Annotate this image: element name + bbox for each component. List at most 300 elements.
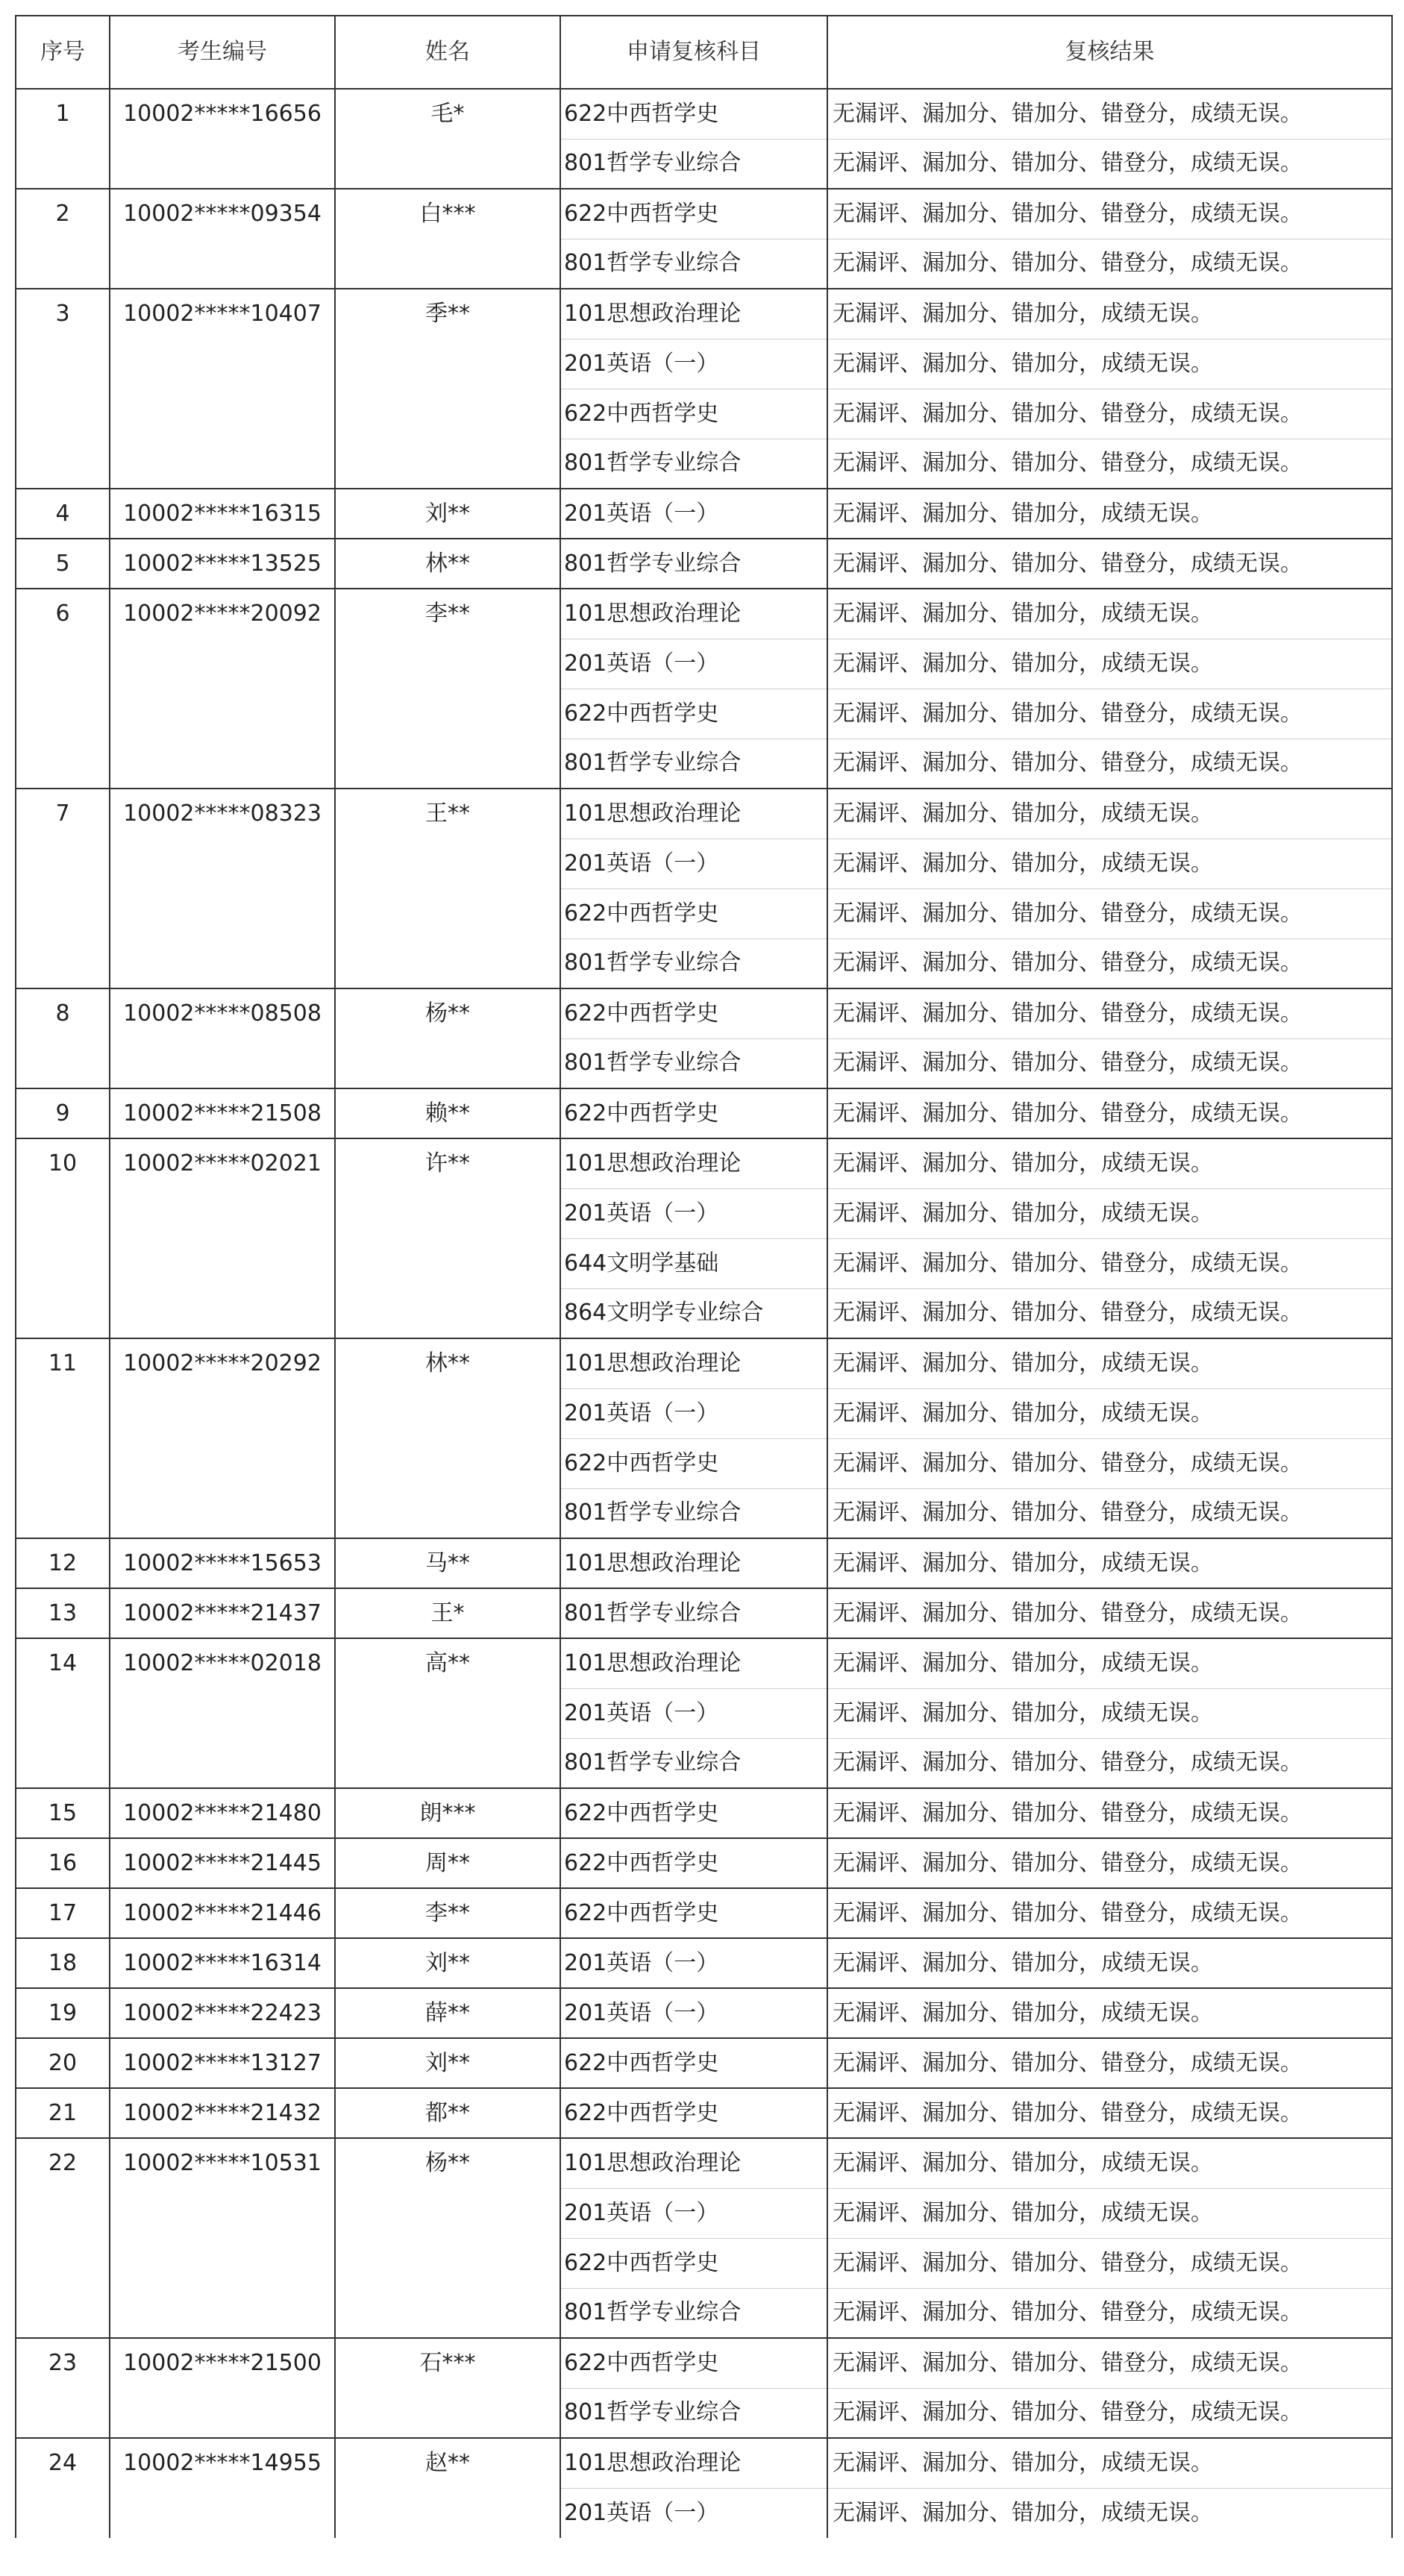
- review-result-cell: 无漏评、漏加分、错加分、错登分，成绩无误。: [827, 139, 1392, 189]
- table-row: [16, 139, 1392, 189]
- table-row: [16, 1838, 1392, 1888]
- review-subject-cell: 201英语（一）: [560, 339, 827, 389]
- review-subject-cell: 801哲学专业综合: [560, 1038, 827, 1088]
- serial-number-cell: 18: [16, 1938, 110, 1988]
- table-row: [16, 2388, 1392, 2438]
- serial-number-cell-empty: [16, 139, 110, 189]
- review-result-cell: 无漏评、漏加分、错加分、错登分，成绩无误。: [827, 1838, 1392, 1888]
- review-result-cell: 无漏评、漏加分、错加分、错登分，成绩无误。: [827, 739, 1392, 789]
- candidate-id-cell: 10002*****10531: [110, 2138, 335, 2188]
- table-row: [16, 789, 1392, 839]
- table-row: [16, 1788, 1392, 1838]
- review-result-cell: 无漏评、漏加分、错加分、错登分，成绩无误。: [827, 889, 1392, 938]
- review-result-cell: 无漏评、漏加分、错加分、错登分，成绩无误。: [827, 2038, 1392, 2088]
- serial-number-cell: 2: [16, 189, 110, 239]
- candidate-name-cell-empty: [335, 2238, 560, 2288]
- serial-number-cell: 6: [16, 589, 110, 639]
- table-row: [16, 1988, 1392, 2038]
- candidate-name-cell: 毛*: [335, 89, 560, 139]
- review-subject-cell: 201英语（一）: [560, 1688, 827, 1738]
- serial-number-cell: 17: [16, 1888, 110, 1938]
- review-subject-cell: 801哲学专业综合: [560, 239, 827, 289]
- table-row: [16, 1888, 1392, 1938]
- review-subject-cell: 801哲学专业综合: [560, 739, 827, 789]
- review-result-cell: 无漏评、漏加分、错加分，成绩无误。: [827, 2438, 1392, 2488]
- candidate-id-cell: 10002*****20292: [110, 1338, 335, 1388]
- table-row: [16, 2238, 1392, 2288]
- table-row: [16, 1288, 1392, 1338]
- candidate-name-cell-empty: [335, 938, 560, 988]
- review-result-cell: 无漏评、漏加分、错加分、错登分，成绩无误。: [827, 2238, 1392, 2288]
- review-result-cell: 无漏评、漏加分、错加分，成绩无误。: [827, 1138, 1392, 1188]
- header-review-result: 复核结果: [827, 16, 1392, 89]
- table-row: [16, 2088, 1392, 2138]
- review-subject-cell: 801哲学专业综合: [560, 2288, 827, 2338]
- review-result-cell: 无漏评、漏加分、错加分，成绩无误。: [827, 339, 1392, 389]
- review-result-cell: 无漏评、漏加分、错加分，成绩无误。: [827, 1938, 1392, 1988]
- review-result-cell: 无漏评、漏加分、错加分、错登分，成绩无误。: [827, 2338, 1392, 2388]
- candidate-id-cell-empty: [110, 2238, 335, 2288]
- serial-number-cell-empty: [16, 1438, 110, 1488]
- review-subject-cell: 201英语（一）: [560, 839, 827, 889]
- review-result-cell: 无漏评、漏加分、错加分，成绩无误。: [827, 839, 1392, 889]
- review-result-cell: 无漏评、漏加分、错加分，成绩无误。: [827, 1688, 1392, 1738]
- candidate-id-cell: 10002*****15653: [110, 1538, 335, 1588]
- candidate-id-cell: 10002*****02018: [110, 1638, 335, 1688]
- table-row: [16, 1688, 1392, 1738]
- candidate-name-cell: 刘**: [335, 2038, 560, 2088]
- candidate-id-cell-empty: [110, 1288, 335, 1338]
- candidate-id-cell: 10002*****21446: [110, 1888, 335, 1938]
- serial-number-cell-empty: [16, 239, 110, 289]
- review-result-cell: 无漏评、漏加分、错加分，成绩无误。: [827, 2188, 1392, 2238]
- candidate-name-cell-empty: [335, 439, 560, 489]
- review-result-cell: 无漏评、漏加分、错加分，成绩无误。: [827, 1638, 1392, 1688]
- candidate-id-cell: 10002*****09354: [110, 189, 335, 239]
- candidate-id-cell: 10002*****22423: [110, 1988, 335, 2038]
- review-subject-cell: 101思想政治理论: [560, 1138, 827, 1188]
- candidate-id-cell: 10002*****21500: [110, 2338, 335, 2388]
- candidate-id-cell-empty: [110, 839, 335, 889]
- candidate-id-cell-empty: [110, 2288, 335, 2338]
- candidate-id-cell: 10002*****14955: [110, 2438, 335, 2488]
- review-subject-cell: 622中西哲学史: [560, 2238, 827, 2288]
- review-result-cell: 无漏评、漏加分、错加分、错登分，成绩无误。: [827, 2088, 1392, 2138]
- candidate-name-cell-empty: [335, 1388, 560, 1438]
- candidate-name-cell-empty: [335, 239, 560, 289]
- candidate-id-cell: 10002*****21445: [110, 1838, 335, 1888]
- table-row: [16, 1388, 1392, 1438]
- serial-number-cell: 19: [16, 1988, 110, 2038]
- serial-number-cell: 10: [16, 1138, 110, 1188]
- serial-number-cell-empty: [16, 839, 110, 889]
- review-result-cell: 无漏评、漏加分、错加分、错登分，成绩无误。: [827, 1038, 1392, 1088]
- review-subject-cell: 101思想政治理论: [560, 589, 827, 639]
- review-subject-cell: 622中西哲学史: [560, 988, 827, 1038]
- review-result-cell: 无漏评、漏加分、错加分、错登分，成绩无误。: [827, 189, 1392, 239]
- review-result-cell: 无漏评、漏加分、错加分、错登分，成绩无误。: [827, 1738, 1392, 1788]
- candidate-id-cell: 10002*****13525: [110, 539, 335, 589]
- candidate-id-cell: 10002*****20092: [110, 589, 335, 639]
- serial-number-cell-empty: [16, 689, 110, 739]
- review-subject-cell: 101思想政治理论: [560, 1338, 827, 1388]
- candidate-id-cell-empty: [110, 938, 335, 988]
- candidate-id-cell-empty: [110, 889, 335, 938]
- review-result-cell: 无漏评、漏加分、错加分，成绩无误。: [827, 1188, 1392, 1238]
- review-result-cell: 无漏评、漏加分、错加分，成绩无误。: [827, 589, 1392, 639]
- candidate-id-cell-empty: [110, 1438, 335, 1488]
- candidate-name-cell-empty: [335, 1288, 560, 1338]
- review-result-cell: 无漏评、漏加分、错加分、错登分，成绩无误。: [827, 239, 1392, 289]
- review-subject-cell: 201英语（一）: [560, 1188, 827, 1238]
- review-result-cell: 无漏评、漏加分、错加分、错登分，成绩无误。: [827, 1488, 1392, 1538]
- header-row: [16, 16, 1392, 89]
- table-row: [16, 2438, 1392, 2488]
- serial-number-cell-empty: [16, 889, 110, 938]
- candidate-id-cell: 10002*****02021: [110, 1138, 335, 1188]
- candidate-id-cell: 10002*****10407: [110, 289, 335, 339]
- serial-number-cell-empty: [16, 1738, 110, 1788]
- header-name: 姓名: [335, 16, 560, 89]
- review-result-cell: 无漏评、漏加分、错加分、错登分，成绩无误。: [827, 539, 1392, 589]
- candidate-name-cell: 赖**: [335, 1088, 560, 1138]
- serial-number-cell-empty: [16, 739, 110, 789]
- table-row: [16, 1088, 1392, 1138]
- candidate-id-cell-empty: [110, 139, 335, 189]
- candidate-name-cell: 杨**: [335, 2138, 560, 2188]
- candidate-name-cell-empty: [335, 689, 560, 739]
- candidate-id-cell-empty: [110, 239, 335, 289]
- candidate-name-cell-empty: [335, 1438, 560, 1488]
- review-result-cell: 无漏评、漏加分、错加分、错登分，成绩无误。: [827, 1588, 1392, 1638]
- candidate-id-cell-empty: [110, 2388, 335, 2438]
- serial-number-cell: 4: [16, 489, 110, 539]
- serial-number-cell-empty: [16, 2188, 110, 2238]
- serial-number-cell-empty: [16, 389, 110, 439]
- serial-number-cell-empty: [16, 439, 110, 489]
- serial-number-cell-empty: [16, 339, 110, 389]
- table-row: [16, 1488, 1392, 1538]
- serial-number-cell-empty: [16, 1038, 110, 1088]
- candidate-name-cell: 林**: [335, 1338, 560, 1388]
- table-row: [16, 589, 1392, 639]
- table-row: [16, 439, 1392, 489]
- candidate-name-cell: 王**: [335, 789, 560, 839]
- review-subject-cell: 201英语（一）: [560, 1988, 827, 2038]
- candidate-name-cell-empty: [335, 639, 560, 689]
- candidate-name-cell: 朗***: [335, 1788, 560, 1838]
- candidate-name-cell: 李**: [335, 589, 560, 639]
- candidate-id-cell: 10002*****13127: [110, 2038, 335, 2088]
- serial-number-cell-empty: [16, 2388, 110, 2438]
- serial-number-cell: 14: [16, 1638, 110, 1688]
- candidate-name-cell-empty: [335, 1488, 560, 1538]
- serial-number-cell: 7: [16, 789, 110, 839]
- candidate-name-cell-empty: [335, 389, 560, 439]
- review-subject-cell: 201英语（一）: [560, 2188, 827, 2238]
- review-result-cell: 无漏评、漏加分、错加分、错登分，成绩无误。: [827, 1288, 1392, 1338]
- serial-number-cell-empty: [16, 1388, 110, 1438]
- candidate-name-cell-empty: [335, 1738, 560, 1788]
- review-subject-cell: 201英语（一）: [560, 1938, 827, 1988]
- candidate-name-cell: 周**: [335, 1838, 560, 1888]
- table-row: [16, 1538, 1392, 1588]
- review-result-cell: 无漏评、漏加分、错加分，成绩无误。: [827, 1388, 1392, 1438]
- candidate-id-cell: 10002*****16656: [110, 89, 335, 139]
- table-row: [16, 1938, 1392, 1988]
- candidate-name-cell: 李**: [335, 1888, 560, 1938]
- header-serial-number: 序号: [16, 16, 110, 89]
- candidate-name-cell: 季**: [335, 289, 560, 339]
- review-subject-cell: 644文明学基础: [560, 1238, 827, 1288]
- table-row: [16, 389, 1392, 439]
- review-result-cell: 无漏评、漏加分、错加分、错登分，成绩无误。: [827, 1088, 1392, 1138]
- candidate-name-cell: 林**: [335, 539, 560, 589]
- review-subject-cell: 622中西哲学史: [560, 2038, 827, 2088]
- serial-number-cell-empty: [16, 1188, 110, 1238]
- candidate-id-cell: 10002*****21432: [110, 2088, 335, 2138]
- serial-number-cell: 23: [16, 2338, 110, 2388]
- review-subject-cell: 801哲学专业综合: [560, 2388, 827, 2438]
- candidate-name-cell: 白***: [335, 189, 560, 239]
- review-result-cell: 无漏评、漏加分、错加分、错登分，成绩无误。: [827, 1438, 1392, 1488]
- candidate-name-cell-empty: [335, 739, 560, 789]
- candidate-name-cell: 王*: [335, 1588, 560, 1638]
- candidate-id-cell: 10002*****08508: [110, 988, 335, 1038]
- table-row: [16, 239, 1392, 289]
- serial-number-cell: 1: [16, 89, 110, 139]
- review-subject-cell: 622中西哲学史: [560, 389, 827, 439]
- review-subject-cell: 101思想政治理论: [560, 2438, 827, 2488]
- candidate-name-cell: 都**: [335, 2088, 560, 2138]
- table-row: [16, 739, 1392, 789]
- review-result-cell: 无漏评、漏加分、错加分、错登分，成绩无误。: [827, 689, 1392, 739]
- review-result-cell: 无漏评、漏加分、错加分、错登分，成绩无误。: [827, 1238, 1392, 1288]
- table-row: [16, 189, 1392, 239]
- review-subject-cell: 201英语（一）: [560, 1388, 827, 1438]
- review-subject-cell: 622中西哲学史: [560, 2088, 827, 2138]
- review-subject-cell: 201英语（一）: [560, 639, 827, 689]
- candidate-id-cell-empty: [110, 689, 335, 739]
- serial-number-cell: 5: [16, 539, 110, 589]
- candidate-id-cell-empty: [110, 1688, 335, 1738]
- review-result-cell: 无漏评、漏加分、错加分，成绩无误。: [827, 1338, 1392, 1388]
- review-subject-cell: 801哲学专业综合: [560, 1488, 827, 1538]
- candidate-id-cell: 10002*****21437: [110, 1588, 335, 1638]
- serial-number-cell: 12: [16, 1538, 110, 1588]
- table-row: [16, 988, 1392, 1038]
- review-results-table: [15, 15, 1393, 2538]
- review-subject-cell: 622中西哲学史: [560, 1838, 827, 1888]
- table-row: [16, 839, 1392, 889]
- serial-number-cell: 11: [16, 1338, 110, 1388]
- serial-number-cell: 9: [16, 1088, 110, 1138]
- serial-number-cell-empty: [16, 2288, 110, 2338]
- review-subject-cell: 101思想政治理论: [560, 789, 827, 839]
- candidate-name-cell-empty: [335, 1688, 560, 1738]
- review-result-cell: 无漏评、漏加分、错加分、错登分，成绩无误。: [827, 389, 1392, 439]
- candidate-id-cell: 10002*****21480: [110, 1788, 335, 1838]
- review-result-cell: 无漏评、漏加分、错加分、错登分，成绩无误。: [827, 439, 1392, 489]
- candidate-name-cell: 石***: [335, 2338, 560, 2388]
- table-row: [16, 938, 1392, 988]
- review-result-cell: 无漏评、漏加分、错加分、错登分，成绩无误。: [827, 938, 1392, 988]
- review-result-cell: 无漏评、漏加分、错加分、错登分，成绩无误。: [827, 89, 1392, 139]
- candidate-id-cell-empty: [110, 1188, 335, 1238]
- table-row: [16, 1638, 1392, 1688]
- review-result-cell: 无漏评、漏加分、错加分、错登分，成绩无误。: [827, 988, 1392, 1038]
- review-subject-cell: 622中西哲学史: [560, 1438, 827, 1488]
- table-row: [16, 1738, 1392, 1788]
- table-row: [16, 2338, 1392, 2388]
- candidate-name-cell: 杨**: [335, 988, 560, 1038]
- table-row: [16, 2288, 1392, 2338]
- serial-number-cell-empty: [16, 938, 110, 988]
- serial-number-cell: 13: [16, 1588, 110, 1638]
- table-row: [16, 539, 1392, 589]
- candidate-name-cell-empty: [335, 2488, 560, 2538]
- review-subject-cell: 801哲学专业综合: [560, 439, 827, 489]
- candidate-name-cell-empty: [335, 339, 560, 389]
- table-body: [16, 89, 1392, 2538]
- review-subject-cell: 101思想政治理论: [560, 1538, 827, 1588]
- candidate-id-cell-empty: [110, 2188, 335, 2238]
- candidate-id-cell-empty: [110, 1038, 335, 1088]
- candidate-id-cell-empty: [110, 1738, 335, 1788]
- candidate-id-cell-empty: [110, 389, 335, 439]
- serial-number-cell: 24: [16, 2438, 110, 2488]
- review-subject-cell: 201英语（一）: [560, 2488, 827, 2538]
- table-row: [16, 1038, 1392, 1088]
- serial-number-cell: 3: [16, 289, 110, 339]
- serial-number-cell-empty: [16, 2488, 110, 2538]
- candidate-name-cell: 刘**: [335, 489, 560, 539]
- table-row: [16, 2038, 1392, 2088]
- candidate-name-cell-empty: [335, 2388, 560, 2438]
- serial-number-cell-empty: [16, 1238, 110, 1288]
- candidate-name-cell-empty: [335, 2188, 560, 2238]
- review-result-cell: 无漏评、漏加分、错加分、错登分，成绩无误。: [827, 2388, 1392, 2438]
- serial-number-cell-empty: [16, 1488, 110, 1538]
- review-result-cell: 无漏评、漏加分、错加分，成绩无误。: [827, 2488, 1392, 2538]
- table-row: [16, 1438, 1392, 1488]
- table-row: [16, 289, 1392, 339]
- review-result-cell: 无漏评、漏加分、错加分，成绩无误。: [827, 639, 1392, 689]
- table-row: [16, 1588, 1392, 1638]
- review-subject-cell: 622中西哲学史: [560, 689, 827, 739]
- table-row: [16, 1138, 1392, 1188]
- candidate-id-cell-empty: [110, 1488, 335, 1538]
- table-row: [16, 89, 1392, 139]
- candidate-id-cell-empty: [110, 2488, 335, 2538]
- candidate-id-cell-empty: [110, 639, 335, 689]
- review-subject-cell: 622中西哲学史: [560, 1888, 827, 1938]
- review-result-cell: 无漏评、漏加分、错加分、错登分，成绩无误。: [827, 1788, 1392, 1838]
- table-row: [16, 2488, 1392, 2538]
- candidate-name-cell-empty: [335, 1188, 560, 1238]
- review-subject-cell: 801哲学专业综合: [560, 139, 827, 189]
- candidate-name-cell-empty: [335, 839, 560, 889]
- review-subject-cell: 801哲学专业综合: [560, 1588, 827, 1638]
- candidate-name-cell-empty: [335, 1238, 560, 1288]
- review-subject-cell: 101思想政治理论: [560, 1638, 827, 1688]
- candidate-id-cell-empty: [110, 1238, 335, 1288]
- review-subject-cell: 622中西哲学史: [560, 1088, 827, 1138]
- candidate-name-cell: 薛**: [335, 1988, 560, 2038]
- review-result-cell: 无漏评、漏加分、错加分，成绩无误。: [827, 489, 1392, 539]
- table-row: [16, 2188, 1392, 2238]
- serial-number-cell: 16: [16, 1838, 110, 1888]
- candidate-id-cell-empty: [110, 1388, 335, 1438]
- serial-number-cell-empty: [16, 1688, 110, 1738]
- candidate-name-cell-empty: [335, 139, 560, 189]
- serial-number-cell: 22: [16, 2138, 110, 2188]
- candidate-name-cell-empty: [335, 2288, 560, 2338]
- table-row: [16, 1238, 1392, 1288]
- table-row: [16, 889, 1392, 938]
- review-subject-cell: 622中西哲学史: [560, 2338, 827, 2388]
- review-result-cell: 无漏评、漏加分、错加分、错登分，成绩无误。: [827, 1888, 1392, 1938]
- serial-number-cell: 21: [16, 2088, 110, 2138]
- serial-number-cell-empty: [16, 2238, 110, 2288]
- candidate-name-cell: 许**: [335, 1138, 560, 1188]
- candidate-id-cell: 10002*****08323: [110, 789, 335, 839]
- review-result-cell: 无漏评、漏加分、错加分、错登分，成绩无误。: [827, 2288, 1392, 2338]
- candidate-name-cell: 马**: [335, 1538, 560, 1588]
- candidate-id-cell: 10002*****16314: [110, 1938, 335, 1988]
- table-row: [16, 1188, 1392, 1238]
- header-candidate-id: 考生编号: [110, 16, 335, 89]
- candidate-id-cell: 10002*****21508: [110, 1088, 335, 1138]
- serial-number-cell-empty: [16, 1288, 110, 1338]
- table-row: [16, 689, 1392, 739]
- review-subject-cell: 801哲学专业综合: [560, 539, 827, 589]
- review-subject-cell: 101思想政治理论: [560, 289, 827, 339]
- review-result-cell: 无漏评、漏加分、错加分，成绩无误。: [827, 1988, 1392, 2038]
- review-subject-cell: 801哲学专业综合: [560, 1738, 827, 1788]
- serial-number-cell: 20: [16, 2038, 110, 2088]
- candidate-id-cell-empty: [110, 339, 335, 389]
- review-subject-cell: 622中西哲学史: [560, 889, 827, 938]
- review-result-cell: 无漏评、漏加分、错加分，成绩无误。: [827, 2138, 1392, 2188]
- table-row: [16, 339, 1392, 389]
- table-row: [16, 639, 1392, 689]
- serial-number-cell: 15: [16, 1788, 110, 1838]
- candidate-id-cell-empty: [110, 439, 335, 489]
- serial-number-cell-empty: [16, 639, 110, 689]
- serial-number-cell: 8: [16, 988, 110, 1038]
- review-subject-cell: 801哲学专业综合: [560, 938, 827, 988]
- candidate-id-cell: 10002*****16315: [110, 489, 335, 539]
- review-subject-cell: 622中西哲学史: [560, 189, 827, 239]
- candidate-name-cell-empty: [335, 1038, 560, 1088]
- candidate-name-cell-empty: [335, 889, 560, 938]
- review-subject-cell: 622中西哲学史: [560, 89, 827, 139]
- review-subject-cell: 201英语（一）: [560, 489, 827, 539]
- review-result-cell: 无漏评、漏加分、错加分，成绩无误。: [827, 289, 1392, 339]
- candidate-name-cell: 赵**: [335, 2438, 560, 2488]
- table-row: [16, 2138, 1392, 2188]
- review-result-cell: 无漏评、漏加分、错加分，成绩无误。: [827, 789, 1392, 839]
- header-review-subject: 申请复核科目: [560, 16, 827, 89]
- review-subject-cell: 622中西哲学史: [560, 1788, 827, 1838]
- review-result-cell: 无漏评、漏加分、错加分，成绩无误。: [827, 1538, 1392, 1588]
- candidate-name-cell: 高**: [335, 1638, 560, 1688]
- review-subject-cell: 101思想政治理论: [560, 2138, 827, 2188]
- candidate-name-cell: 刘**: [335, 1938, 560, 1988]
- review-subject-cell: 864文明学专业综合: [560, 1288, 827, 1338]
- candidate-id-cell-empty: [110, 739, 335, 789]
